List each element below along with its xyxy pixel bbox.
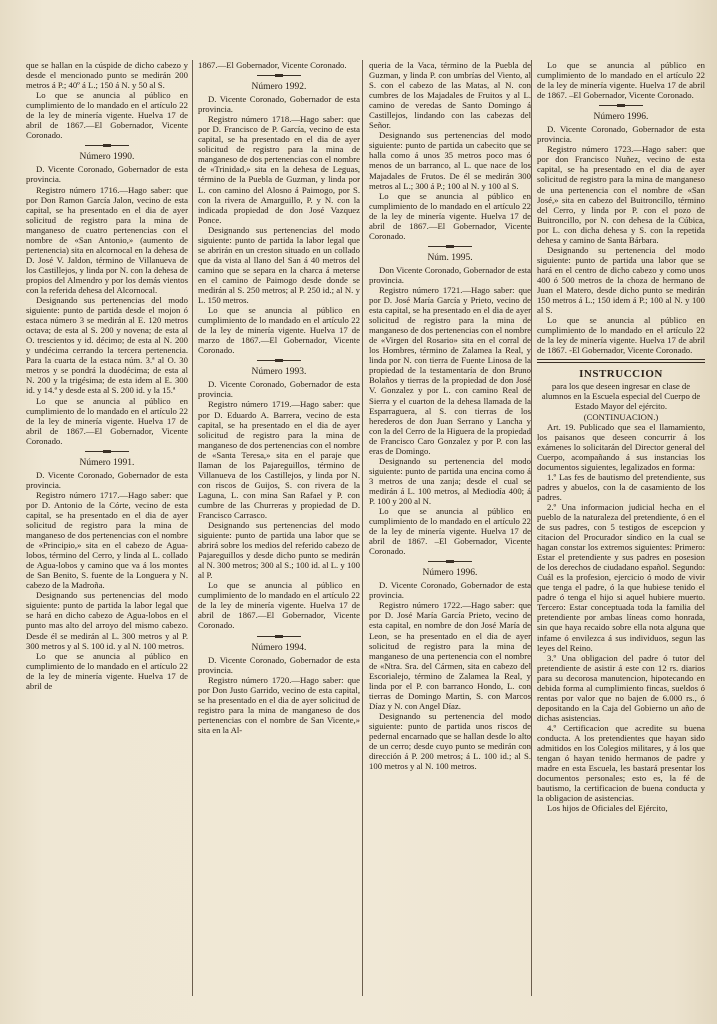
paragraph: Designando su pertenencia del modo siguiente: punto de partida unos riscos de pedernal encarnado que se hallan desde lo alto de un cerro; desde cuyo punto se medirán con dirección á P. 200 metros; á L. 100 id.; al S. 100 metros y al N. 100 metros. [369, 710, 531, 772]
paragraph: Los hijos de Oficiales del Ejército, [547, 803, 668, 814]
paragraph: Don Vicente Coronado, Gobernador de esta provincia. [369, 264, 531, 285]
paragraph: Designando sus pertenencias del modo siguiente: punto de partida desde el mojon ó estaca número 3 se medirán al E. 120 metros octava; de esta al S. 200 y novena; de esta al O. trescientos y id. décimo; de esta al N. 200 y undécima cerrando la tercera pertenencia. Para la cuarta de la estaca núm. 3.ª al O. 30 metros y se pondrá la duodécima; de esta al N. 200 y la trigésima; de esta idem al E. 300 id. y 14.ª y desde esta al S. 200 id. y la 15.ª [26, 295, 188, 396]
paragraph: que se hallan en la cúspide de dicho cabezo y desde el mencionado punto se medirán 200 metros á P.; 40º á L.; 150 á N. y 50 al S. [26, 60, 188, 91]
paragraph: D. Vicente Coronado, Gobernador de esta provincia. [369, 580, 531, 601]
centered-text: para los que deseen ingresar en clase de alumnos en la Escuela especial del Cuerpo de Estado Mayor del ejército. [541, 381, 701, 412]
section-heading: Número 1993. [251, 367, 307, 378]
paragraph: Lo que se anuncia al público en cumplimiento de lo mandado en el artículo 22 de la ley de minería vigente. Huelva 17 de abril de 1867.—El Gobernador, Vicente Coronado. [369, 190, 531, 241]
section-heading: Número 1994. [251, 642, 307, 653]
paragraph: Registro número 1716.—Hago saber: que por Don Ramon García Jalon, vecino de esta capital, se ha presentado en el dia de ayer solicitud de registro para la mina de manganeso de cuatro pertenencias con el nombre de «San Antonio,» (aumento de pertenencia) sita en alcornocal en la dehesa de D. José V. Jaldon, término de Villanueva de los Castillejos, y linda por N. con la dehesa de propios del Almendro y por los demás vientos con la referida dehesa del Alcornocal. [26, 184, 188, 295]
column-3 [369, 60, 531, 996]
paragraph: Registro número 1718.—Hago saber: que por D. Francisco de P. García, vecino de esta capital, se ha presentado en el dia de ayer solicitud de registro para la mina de manganeso de dos pertenencias con el nombre de «Trinidad,» sita en la dehesa de Leguas, término de la Puebla de Guzman, y linda por L. con camino del Alosno á Paimogo, por S. con la rivera de Amarguillo, P. y N. con la indicada propiedad de don José Vazquez Ponce. [198, 114, 360, 225]
paragraph: 3.º Una obligacion del padre ó tutor del pretendiente de asistir á este con 12 rs. diarios para su decorosa manutencion, hipotecando en debida forma al cumplimiento fincas, sueldos ó rentas por valor que no bajen de 6.000 rs., ó depositando en la Caja del Gobierno un año de dichas asistencias. [537, 652, 705, 723]
separator [599, 103, 643, 108]
separator [257, 358, 301, 363]
paragraph: Registro número 1722.—Hago saber: que por D. José María García Prieto, vecino de esta capital, en nombre de don José María de Leon, se ha presentado en el dia de ayer solicitud de registro para la mina de manganeso de una pertenencia con el nombre de «Ntra. Sra. del Cármen, sita en cabezo del Escorialejo, término de Zalamea la Real, y linda por el P. con barranco Hondo, L. con tierras de Domingo Martin, S. con Marcos Díaz y N. con Angel Díaz. [369, 600, 531, 711]
paragraph: 4.º Certificacion que acredite su buena conducta. A los pretendientes que hayan sido admitidos en los Colegios militares, y á los que tengan ó hayan tenido hermanos de padre y madre en esta Escuela, les bastará presentar los documentos personales; esto es, la fé de bautismo, la certificacion de buena conducta y la obligacion de asistencias. [537, 722, 705, 804]
paragraph: Registro número 1720.—Hago saber: que por Don Justo Garrido, vecino de esta capital, se ha presentado en el dia de ayer solicitud de registro para la mina de manganeso de dos pertenencias con el nombre de San Vicente,» sita en la Al- [198, 674, 360, 735]
paragraph: 2.º Una informacion judicial hecha en el pueblo de la naturaleza del pretendiente, ó en el de sus padres, con 5 testigos de escepcion y citacion del Procurador síndico en la cual se hagan constar los extremos siguientes: Primero: Estar el pretendiente y sus padres en posesion de los derechos de ciudadano español. Segundo: Cuál es la profesion, ejercicio ó modo de vivir que tenga el padre, ó la que hubiese tenido el padre ó tenga el hijo si aquel hubiere muerto. Tercero: Estar conceptuada toda la familia del pretendiente por ambas líneas como honrada, sin que haya recaido sobre ella nota alguna que infame ó envilezca á sus individuos, segun las leyes del Reino. [537, 501, 705, 653]
paragraph: Art. 19. Publicado que sea el llamamiento, los paisanos que deseen concurrir á los exámenes lo solicitarán del Director general del Cuerpo, acompañando á sus instancias los documentos siguientes, legalizados en forma: [537, 421, 705, 472]
section-heading: Número 1992. [251, 82, 307, 93]
paragraph: D. Vicente Coronado, Gobernador de esta provincia. [26, 164, 188, 185]
paragraph: Registro número 1723.—Hago saber: que por don Francisco Nuñez, vecino de esta capital, se ha presentado en el dia de ayer solicitud de registro para la mina de manganeso de una pertenencia con el nombre de «San José,» sita en cabezo del Buitroncillo, término del Cerro, y linda por P. con el pozo de Buitroncillo, por N. con dehesa de la Cúbica, por L. con dicha dehesa y S. con la repetida dehesa y camino de Santa Bárbara. [537, 144, 705, 245]
instruction-heading: INSTRUCCION [579, 368, 663, 381]
section-heading: Núm. 1995. [427, 252, 473, 263]
separator [257, 73, 301, 78]
paragraph: D. Vicente Coronado, Gobernador de esta provincia. [26, 469, 188, 490]
separator [85, 143, 129, 148]
paragraph: Lo que se anuncia al público en cumplimiento de lo mandado en el artículo 22 de la ley de minería vigente. Huelva 17 de abril de 1867.—El Gobernador, Vicente Coronado. [26, 90, 188, 141]
section-heading: Número 1990. [79, 152, 135, 163]
paragraph: Registro número 1721.—Hago saber: que por D. José María García y Prieto, vecino de esta capital, se ha presentado en el dia de ayer solicitud de registro para la mina de manganeso de dos pertenencias con el nombre de «Virgen del Rosario» sita en el corral de los Hombres, término de Zalamea la Real, y linda por N. con tierra de Fuente Linosa de la propiedad de la testamentaría de don Bruno Bolaños y tierras de la propiedad de don José V. Gonzalez y por L. con camino Real de Sierra y el cuarton de la dehesa llamada de la Esparraguera, al S. con tierras de los herederos de don Juan Serrano y Lancha y con la del Cerro de la Higuera de la propiedad de Francisco Caro Gonzalez y por P. con las eras de Domingo. [369, 284, 531, 456]
section-heading: Número 1996. [593, 112, 649, 123]
separator [428, 559, 472, 564]
paragraph: Lo que se anuncia al público en cumplimiento de lo mandado en el artículo 22 de la ley de minería vigente. Huelva 17 de abril de 1867. –El Gobernador, Vicente Coronado. [369, 506, 531, 557]
paragraph: Lo que se anuncia al público en cumplimiento de lo mandado en el artículo 22 de la ley de minería vigente. Huelva 17 de marzo de 1867.—El Gobernador, Vicente Coronado. [198, 305, 360, 356]
divider [537, 359, 705, 363]
paragraph: Designando sus pertenencias del modo siguiente: punto de partida una labor que se abrirá sobre los medios del referido cabezo de Pajareguillos y desde dicho punto se medirán al N. 300 metros; 300 al S.; 100 id. al L. y 100 al P. [198, 520, 360, 581]
column-2 [198, 60, 360, 996]
paragraph: Lo que se anuncia al público en cumplimiento de lo mandado en el artículo 22 de la ley de minería vigente. Huelva 17 de abril de 1867.—El Gobernador, Vicente Coronado. [198, 580, 360, 631]
paragraph: Designando su pertenencia del modo siguiente: punto de partida una encina como á 3 metros de una zanja; desde el cual se medirán á L. 100 metros, al Mediodía 400; á P. 100 y 200 al N. [369, 455, 531, 506]
paragraph: Designando sus pertenencias del modo siguiente: punto de partida un cabecito que se halla como á unos 35 metros poco mas ó menos de un barranco, al L. que nace de los Majadales de Frutos. De él se medirán 300 metros al L.; 300 á P.; 100 al N. y 100 al S. [369, 130, 531, 191]
column-rule [531, 60, 532, 996]
paragraph: D. Vicente Coronado, Gobernador de esta provincia. [198, 94, 360, 115]
paragraph: D. Vicente Coronado, Gobernador de esta provincia. [198, 654, 360, 675]
paragraph: Designando sus pertenencias del modo siguiente: punto de partida la labor legal que se hará en dicho cabezo de Agua-lobos en el punto mas alto del arroyo del mismo cabezo. Desde él se medirán al L. 300 metros y al P. 300 metros y al S. 100 id. y al N. 100 metros. [26, 590, 188, 651]
separator [428, 244, 472, 249]
column-rule [192, 60, 193, 996]
paragraph: Lo que se anuncia al público en cumplimiento de lo mandado en el artículo 22 de la ley de minería vigente. Huelva 17 de abril de 1867. -El Gobernador, Vicente Coronado. [537, 315, 705, 356]
paragraph: D. Vicente Coronado, Gobernador de esta provincia. [537, 124, 705, 145]
separator [85, 449, 129, 454]
paragraph: Lo que se anuncia al público en cumplimiento de lo mandado en el artículo 22 de la ley de minería vigente. Huelva 17 de abril de [26, 650, 188, 691]
centered-text: (CONTINUACION.) [583, 411, 659, 422]
section-heading: Número 1991. [79, 457, 135, 468]
column-rule [362, 60, 363, 996]
paragraph: 1.º Las fes de bautismo del pretendiente, sus padres y abuelos, con la de casamiento de los padres. [537, 471, 705, 502]
paragraph: Registro número 1719.—Hago saber: que por D. Eduardo A. Barrera, vecino de esta capital, se ha presentado en el dia de ayer solicitud de registro para la mina de manganeso de dos pertenencias con el nombre de «Santa Teresa,» sita en el paraje que llaman de los Pajareguillos, término de Villanueva de los Castillejos, y linda por N. con riscos de Guijos, S. con rivera de la Laguna, L. con mina San Rafael y P. con cumbre de las Churreras y propiedad de D. Francisco Carrasco. [198, 399, 360, 520]
paragraph: Designando sus pertenencias del modo siguiente: punto de partida la labor legal que se abrirán en un creston situado en un collado que da vista al llano del San á 40 metros del camino que se separa en la charca á meterse en el camino de Paimogo desde donde se medirán al S. 250 metros; al P. 250 id.; al N. y L. 150 metros. [198, 224, 360, 306]
column-1 [26, 60, 188, 996]
paragraph: Designando su pertenencia del modo siguiente: punto de partida una labor que se hará en el centro de dicho cabezo y como unos 400 ó 500 metros de la choza de hermano de Juan el Matero, desde dicho punto se medirán 150 metros á L.; 150 idem á P.; 100 al N. y 100 al S. [537, 244, 705, 316]
paragraph: D. Vicente Coronado, Gobernador de esta provincia. [198, 379, 360, 400]
column-4 [537, 60, 705, 996]
separator [257, 634, 301, 639]
paragraph: Lo que se anuncia al público en cumplimiento de lo mandado en el artículo 22 de la ley de minería vigente. Huelva 17 de abril de 1867. –El Gobernador, Vicente Coronado. [537, 60, 705, 101]
paragraph: queria de la Vaca, término de la Puebla de Guzman, y linda P. con umbrías del Viento, al S. con el cabezo de las Matas, al N. con cumbres de los Majadales de Fruitos y al L. camino de veredas de Santo Domingo á Castillejos, lindando con las cabezas del Señor. [369, 60, 531, 131]
section-heading: Número 1996. [422, 568, 478, 579]
paragraph: Lo que se anuncia al público en cumplimiento de lo mandado en el artículo 22 de la ley de minería vigente. Huelva 17 de abril de 1867.—El Gobernador, Vicente Coronado. [26, 395, 188, 446]
paragraph: Registro número 1717.—Hago saber: que por D. Antonio de la Córte, vecino de esta capital, se ha presentado en el dia de ayer solicitud de registro para la mina de manganeso de dos pertenencias con el nombre de «Principio,» sita en el cabezo de Agua-lobos, término del Cerro, y linda al L. collado de Agua-lobos y camino que va á los montes de San Benito, S. fuente de la Longuera y N. cabezo de la Madroña. [26, 489, 188, 591]
paragraph: 1867.—El Gobernador, Vicente Coronado. [198, 60, 347, 70]
